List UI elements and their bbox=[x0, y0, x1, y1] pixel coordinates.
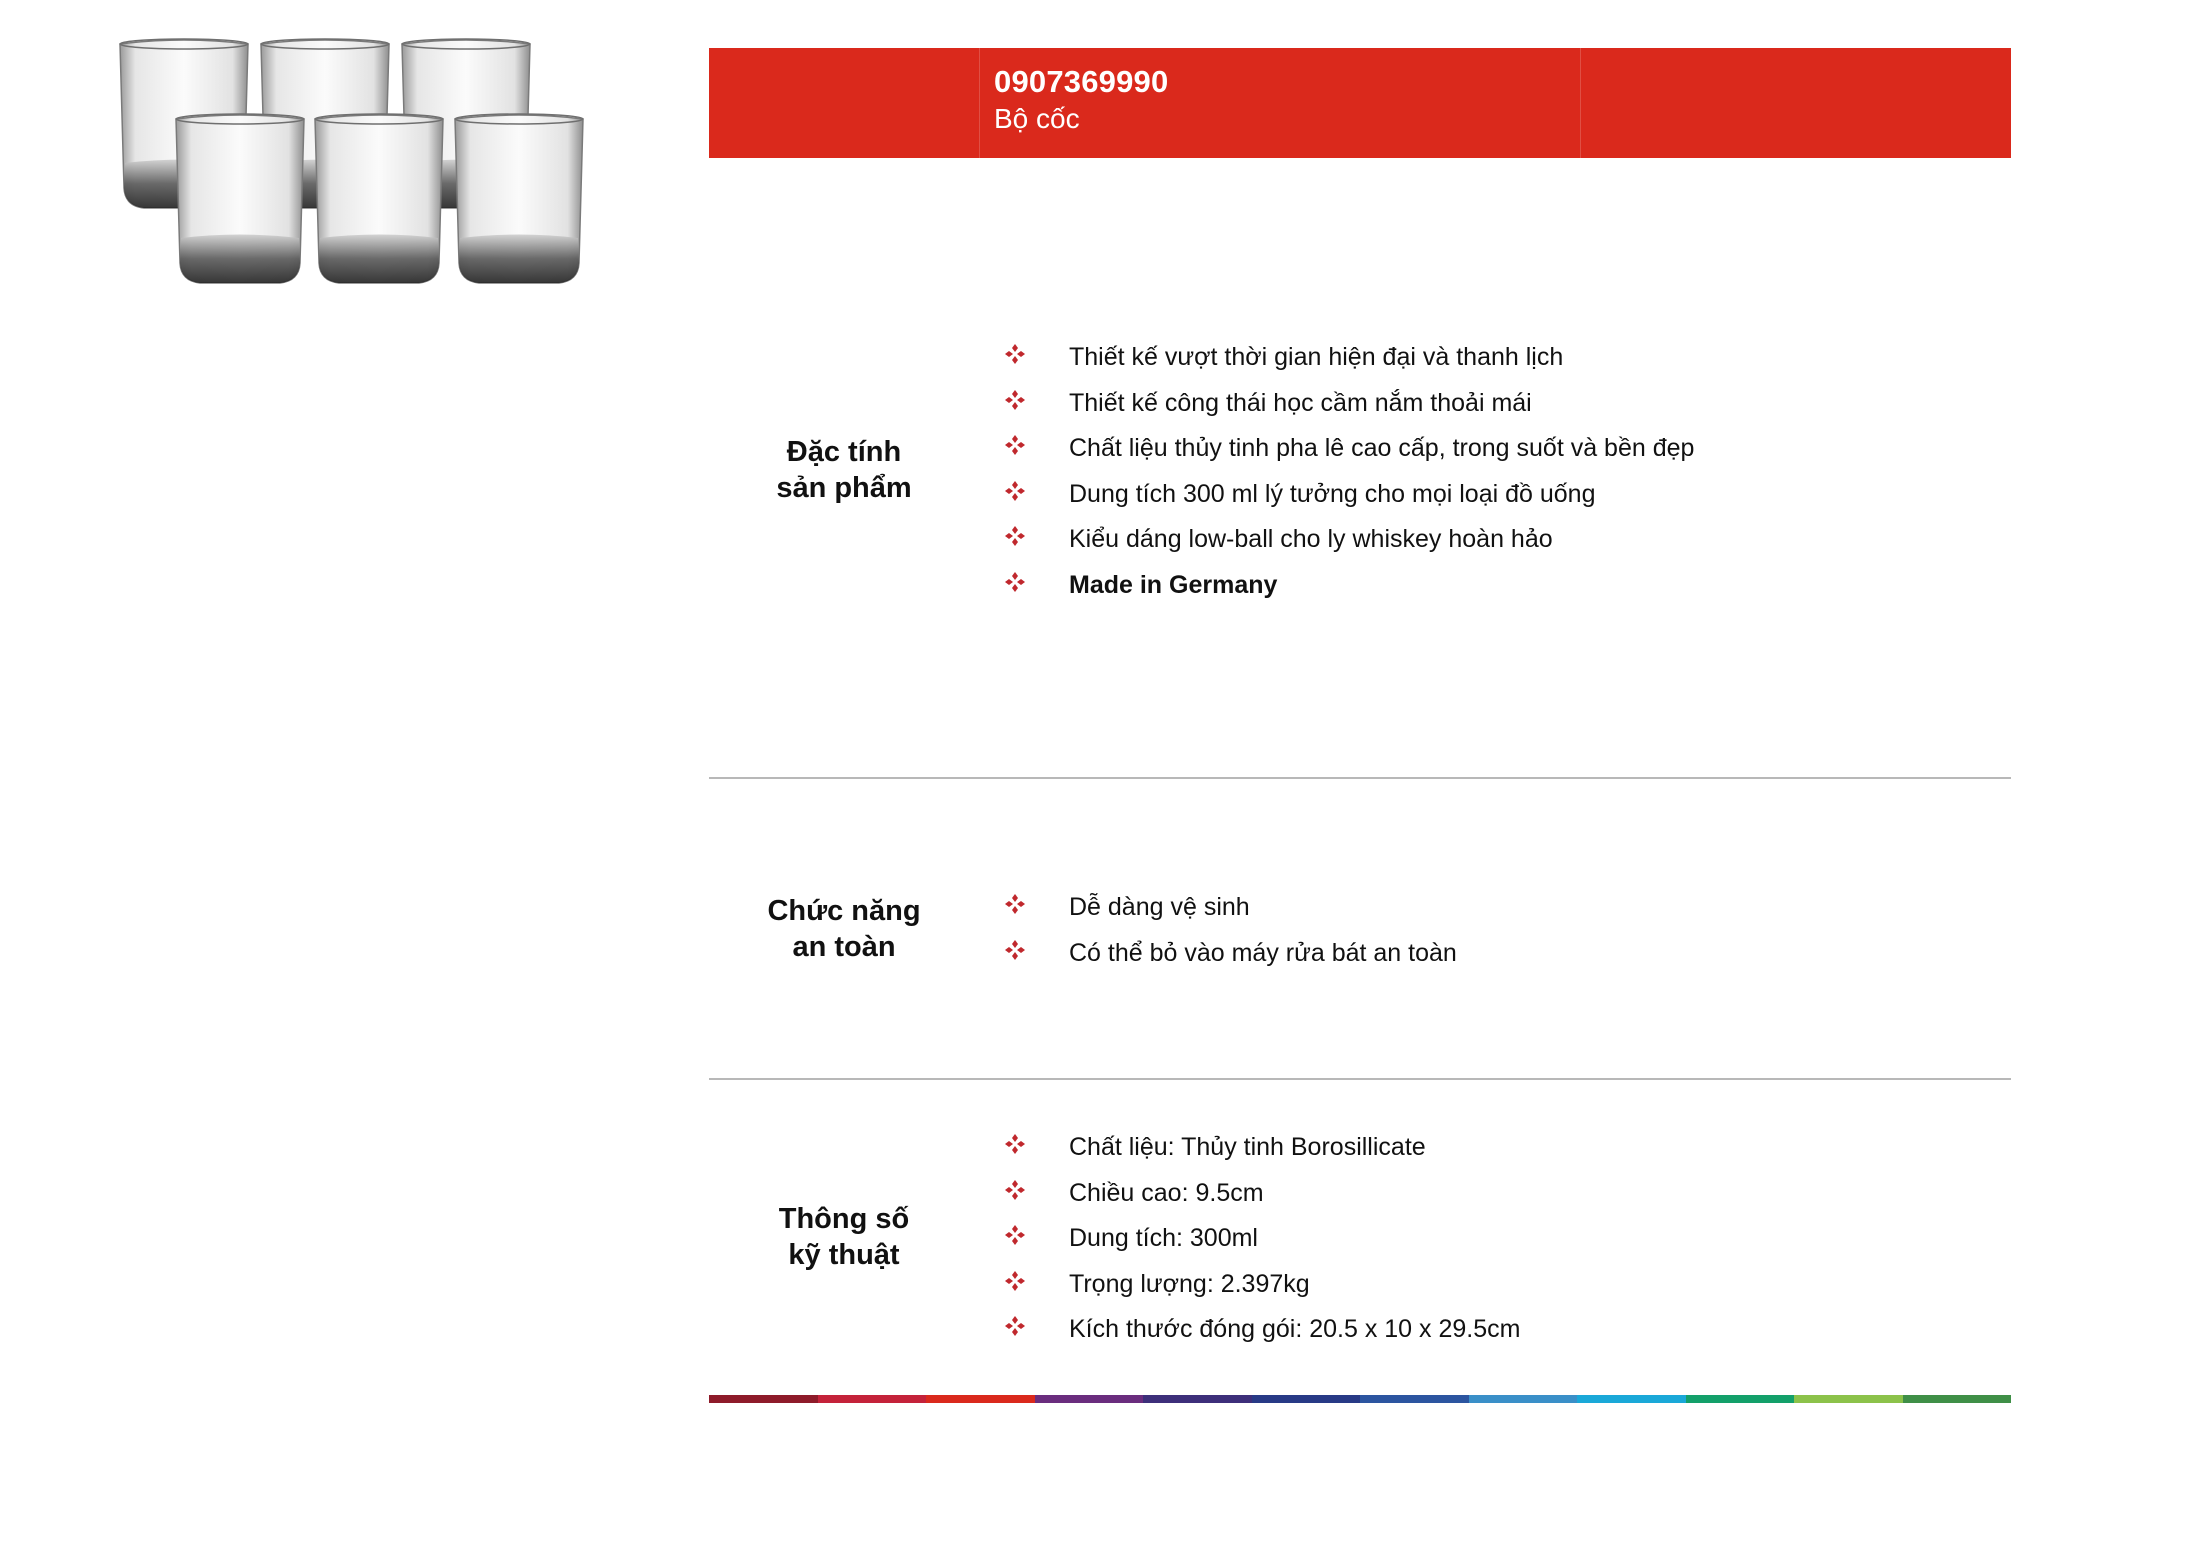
product-name: Bộ cốc bbox=[994, 103, 1080, 134]
section-title-line: Chức năng bbox=[767, 895, 921, 927]
header-bar bbox=[709, 48, 2011, 158]
list-item-text: Chất liệu thủy tinh pha lê cao cấp, trong suốt và bền đẹp bbox=[1069, 434, 1695, 462]
list-item-text: Kích thước đóng gói: 20.5 x 10 x 29.5cm bbox=[1069, 1315, 1521, 1343]
section-title-specs bbox=[709, 1201, 979, 1273]
list-item-text: Dung tích 300 ml lý tưởng cho mọi loại đồ uống bbox=[1069, 479, 1596, 508]
header-divider bbox=[979, 48, 980, 158]
list-item-text: Dung tích: 300ml bbox=[1069, 1224, 1258, 1252]
color-bar-segment bbox=[1252, 1395, 1361, 1403]
list-item-text: Kiểu dáng low-ball cho ly whiskey hoàn hảo bbox=[1069, 525, 1553, 553]
diamond-bullet-icon bbox=[1004, 480, 1026, 502]
diamond-bullet-icon bbox=[1004, 343, 1026, 365]
diamond-bullet-icon bbox=[1004, 525, 1026, 547]
color-bar-segment bbox=[1143, 1395, 1252, 1403]
color-bar-segment bbox=[1903, 1395, 2012, 1403]
list-item-text: Thiết kế công thái học cầm nắm thoải mái bbox=[1069, 388, 1532, 417]
section-title-line: an toàn bbox=[792, 931, 896, 963]
section-divider bbox=[709, 777, 2011, 779]
diamond-bullet-icon bbox=[1004, 893, 1026, 915]
section-title-line: kỹ thuật bbox=[788, 1239, 900, 1271]
list-item-text: Có thể bỏ vào máy rửa bát an toàn bbox=[1069, 938, 1457, 967]
diamond-bullet-icon bbox=[1004, 939, 1026, 961]
color-bar-segment bbox=[1577, 1395, 1686, 1403]
color-bar-segment bbox=[1360, 1395, 1469, 1403]
list-item-text: Trọng lượng: 2.397kg bbox=[1069, 1269, 1310, 1298]
list-item-text: Chiều cao: 9.5cm bbox=[1069, 1178, 1264, 1207]
diamond-bullet-icon bbox=[1004, 1270, 1026, 1292]
section-title-line: Đặc tính bbox=[786, 436, 902, 468]
diamond-bullet-icon bbox=[1004, 1179, 1026, 1201]
color-bar-segment bbox=[1469, 1395, 1578, 1403]
diamond-bullet-icon bbox=[1004, 1224, 1026, 1246]
color-bar-segment bbox=[1686, 1395, 1795, 1403]
product-code: 0907369990 bbox=[994, 64, 1169, 99]
color-bar-segment bbox=[818, 1395, 927, 1403]
diamond-bullet-icon bbox=[1004, 1133, 1026, 1155]
glass-set-icon bbox=[115, 30, 595, 290]
section-title-line: Thông số bbox=[778, 1203, 910, 1235]
diamond-bullet-icon bbox=[1004, 1315, 1026, 1337]
color-bar-segment bbox=[926, 1395, 1035, 1403]
section-divider bbox=[709, 1078, 2011, 1080]
color-bar-segment bbox=[1035, 1395, 1144, 1403]
section-title-line: sản phẩm bbox=[776, 472, 912, 504]
color-bar-segment bbox=[709, 1395, 818, 1403]
footer-color-bar bbox=[709, 1395, 2011, 1403]
diamond-bullet-icon bbox=[1004, 389, 1026, 411]
list-item-text: Dễ dàng vệ sinh bbox=[1069, 893, 1250, 921]
diamond-bullet-icon bbox=[1004, 434, 1026, 456]
list-item-text: Thiết kế vượt thời gian hiện đại và thanh lịch bbox=[1069, 343, 1564, 371]
header-divider bbox=[1580, 48, 1581, 158]
list-item-text: Made in Germany bbox=[1069, 570, 1278, 599]
diamond-bullet-icon bbox=[1004, 571, 1026, 593]
section-title-features bbox=[709, 434, 979, 506]
list-item-text: Chất liệu: Thủy tinh Borosillicate bbox=[1069, 1133, 1426, 1161]
product-image bbox=[115, 30, 595, 290]
color-bar-segment bbox=[1794, 1395, 1903, 1403]
section-title-safety bbox=[709, 893, 979, 965]
